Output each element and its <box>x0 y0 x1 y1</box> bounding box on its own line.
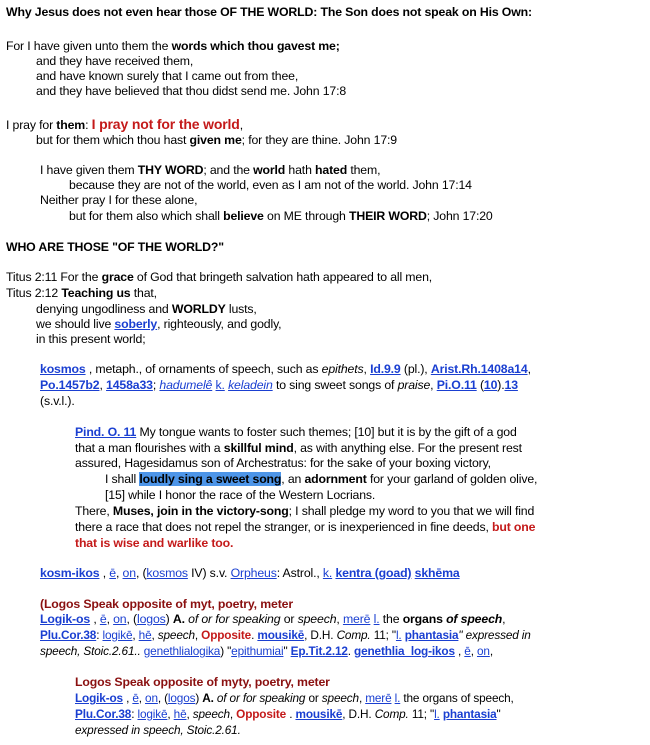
entry-text: , <box>454 644 465 658</box>
emphasis: world <box>253 163 286 177</box>
ref-link[interactable]: k. <box>322 566 333 580</box>
entry-text: or <box>280 612 298 626</box>
entry-text: ) " <box>220 644 232 658</box>
ref-link[interactable]: phantasia <box>442 707 497 721</box>
ref-link[interactable]: keladein <box>228 378 273 392</box>
verse-line <box>36 302 257 317</box>
entry-text: , <box>116 566 123 580</box>
emphasis: of speech <box>442 612 503 626</box>
verse-text: , <box>239 118 243 132</box>
ref-link[interactable]: k. <box>215 378 225 392</box>
section-heading: WHO ARE THOSE "OF THE WORLD?" <box>6 240 224 254</box>
ref-link[interactable]: on <box>122 566 136 580</box>
emphasis: adornment <box>304 472 367 486</box>
entry-text: , <box>122 691 133 705</box>
entry-text: , <box>138 691 146 705</box>
entry-text: , ( <box>135 566 147 580</box>
pindar-link[interactable]: Pind. O. 11 <box>75 425 137 439</box>
entry-text: Comp. <box>336 628 371 642</box>
entry-text: , <box>336 612 343 626</box>
entry-text: , <box>90 612 100 626</box>
ref-link[interactable]: 10 <box>483 378 498 392</box>
ref-link[interactable]: l. <box>434 707 440 721</box>
ref-link[interactable]: on <box>113 612 127 626</box>
entry-text: ( <box>476 378 484 392</box>
ref-link[interactable]: epithumiai <box>231 644 284 658</box>
lexicon-entry-logikos <box>40 612 505 627</box>
entry-text: , <box>358 691 366 705</box>
ref-link[interactable]: ē <box>99 612 107 626</box>
verse-text: : <box>85 118 92 132</box>
ref-link[interactable]: mousikē <box>257 628 305 642</box>
quote-text: ; I shall pledge my word to you that we will find <box>288 504 535 518</box>
quote-text: that a man flourishes with a <box>75 441 224 455</box>
entry-text: , <box>186 707 193 721</box>
soberly-link[interactable]: soberly <box>114 317 158 331</box>
emphasis: them <box>56 118 86 132</box>
verse-text: I have given them <box>40 163 138 177</box>
entry-text: expressed in speech, Stoic.2.61. <box>75 723 241 737</box>
verse-text: ; for they are thine. John 17:9 <box>241 133 397 147</box>
entry-text: , ( <box>157 691 168 705</box>
verse-text: of God that bringeth salvation hath appeared to all men, <box>133 270 433 284</box>
quote-line <box>75 425 517 440</box>
ref-link[interactable]: ē <box>464 644 471 658</box>
entry-text: " <box>283 644 291 658</box>
entry-text: of or for speaking <box>213 691 306 705</box>
ref-link[interactable]: skhēma <box>414 566 460 580</box>
emphasis: WORLDY <box>171 302 226 316</box>
red-emphasis: I pray not for the world <box>91 116 240 132</box>
ref-link[interactable]: l. <box>394 691 401 705</box>
emphasis: hated <box>315 163 348 177</box>
entry-text: . <box>286 707 296 721</box>
emphasis: grace <box>101 270 134 284</box>
entry-text: speech <box>321 691 359 705</box>
entry-text: praise <box>397 378 431 392</box>
ref-link[interactable]: mousikē <box>295 707 343 721</box>
entry-text: speech, Stoic.2.61.. <box>40 644 144 658</box>
entry-text: (pl.), <box>400 362 431 376</box>
entry-text: , <box>527 362 531 376</box>
ref-link[interactable]: Plu.Cor.38 <box>40 628 97 642</box>
ref-link[interactable]: Ep.Tit.2.12 <box>290 644 348 658</box>
ref-link[interactable]: kentra (goad) <box>335 566 412 580</box>
entry-text: the <box>379 612 403 626</box>
verse-text: Titus 2:11 For the <box>6 270 102 284</box>
verse-line: in this present world; <box>36 332 146 346</box>
section-subheading: Logos Speak opposite of myty, poetry, meter <box>75 675 330 689</box>
emphasis: THEIR WORD <box>348 209 427 223</box>
red-emphasis: Opposite <box>236 707 287 721</box>
ref-link[interactable]: logos <box>136 612 166 626</box>
entry-text: IV) s.v. <box>187 566 231 580</box>
ref-link[interactable]: 1458a33 <box>106 378 153 392</box>
entry-text: " <box>496 707 501 721</box>
entry-text: the organs of speech, <box>400 691 514 705</box>
quote-line <box>75 441 522 456</box>
verse-line <box>36 133 397 148</box>
emphasis: believe <box>223 209 264 223</box>
quote-text: there a race that does not repel the stranger, or is inexperienced in fine deeds, <box>75 520 492 534</box>
verse-line: and have known surely that I came out from thee, <box>36 69 299 83</box>
entry-text: , <box>430 378 437 392</box>
ref-link[interactable]: hē <box>173 707 187 721</box>
verse-line <box>69 209 493 224</box>
verse-line: because they are not of the world, even as I am not of the world. John 17:14 <box>69 178 472 192</box>
verse-text: I pray for <box>6 118 57 132</box>
ref-link[interactable]: genethlialogika <box>143 644 221 658</box>
verse-text: , righteously, and godly, <box>157 317 282 331</box>
entry-text: 11; " <box>370 628 396 642</box>
ref-link[interactable]: Plu.Cor.38 <box>75 707 132 721</box>
emphasis: Teaching us <box>61 286 131 300</box>
verse-text: but for them which thou hast <box>36 133 190 147</box>
entry-text: , <box>229 707 237 721</box>
lexicon-entry-logikos <box>75 691 514 706</box>
entry-text: , <box>489 644 493 658</box>
verse-line: and they have believed that thou didst send me. John 17:8 <box>36 84 347 98</box>
verse-text: them, <box>347 163 381 177</box>
entry-text: , <box>99 566 110 580</box>
ref-link[interactable]: l. <box>373 612 380 626</box>
ref-link[interactable]: hē <box>138 628 152 642</box>
entry-text: , D.H. <box>304 628 337 642</box>
verse-text: ; John 17:20 <box>426 209 493 223</box>
verse-line <box>6 286 157 301</box>
entry-text: : <box>96 628 103 642</box>
ref-link[interactable]: l. <box>395 628 402 642</box>
entry-text: 11; " <box>408 707 435 721</box>
entry-text: , <box>167 707 174 721</box>
entry-text: , D.H. <box>342 707 375 721</box>
emphasis: THY WORD <box>137 163 204 177</box>
entry-text: : <box>131 707 138 721</box>
quote-text: for your garland of golden olive, <box>366 472 538 486</box>
entry-text: : Astrol., <box>276 566 323 580</box>
entry-text: , <box>194 628 202 642</box>
verse-text: ; and the <box>203 163 254 177</box>
ref-link[interactable]: Orpheus <box>230 566 277 580</box>
entry-text: ) <box>165 612 173 626</box>
emphasis: A. <box>202 691 214 705</box>
ref-link[interactable]: logos <box>167 691 196 705</box>
entry-text: speech <box>297 612 337 626</box>
entry-text: , <box>151 628 158 642</box>
lexicon-entry-logikos <box>75 707 501 722</box>
entry-text: . <box>347 644 355 658</box>
ref-link[interactable]: Arist.Rh.1408a14 <box>430 362 528 376</box>
verse-line <box>40 163 380 178</box>
verse-text: For I have given unto them the <box>6 39 172 53</box>
quote-text: , as with anything else. For the present rest <box>293 441 522 455</box>
ref-link[interactable]: hadumelê <box>159 378 213 392</box>
entry-text: , <box>363 362 371 376</box>
section-subheading: (Logos Speak opposite of myt, poetry, meter <box>40 597 293 611</box>
logikos-link[interactable]: Logik-os <box>75 691 123 705</box>
entry-text: speech <box>157 628 195 642</box>
page-title: Why Jesus does not even hear those OF THE WORLD: The Son does not speak on His Own: <box>6 5 532 19</box>
ref-link[interactable]: on <box>145 691 158 705</box>
entry-text: ) <box>195 691 203 705</box>
entry-text: , <box>502 612 506 626</box>
verse-text: Titus 2:12 <box>6 286 62 300</box>
verse-line <box>6 270 432 285</box>
ref-link[interactable]: Id.9.9 <box>370 362 401 376</box>
quote-line <box>75 504 534 519</box>
red-emphasis: but one <box>492 520 536 534</box>
entry-text: , <box>106 612 114 626</box>
verse-line <box>36 317 281 332</box>
entry-text: to sing sweet songs of <box>272 378 398 392</box>
quote-line <box>105 472 537 487</box>
ref-link[interactable]: genethlia_log-ikos <box>354 644 455 658</box>
red-emphasis: that is wise and warlike too. <box>75 536 234 550</box>
entry-text: of or for speaking <box>184 612 281 626</box>
lexicon-entry-logikos <box>40 644 493 659</box>
verse-text: lusts, <box>225 302 257 316</box>
entry-text: (s.v.l.). <box>40 394 75 408</box>
emphasis: A. <box>172 612 185 626</box>
quote-text: There, <box>75 504 113 518</box>
lexicon-entry-logikos <box>40 628 531 643</box>
verse-line <box>6 117 243 133</box>
lexicon-entry-kosmos <box>40 362 531 377</box>
lexicon-entry-kosmikos <box>40 566 460 581</box>
ref-link[interactable]: merē <box>342 612 371 626</box>
ref-link[interactable]: Pi.O.11 <box>436 378 477 392</box>
quote-text: I shall <box>105 472 140 486</box>
kosmos-link[interactable]: kosmos <box>40 362 86 376</box>
ref-link[interactable]: Po.1457b2 <box>40 378 100 392</box>
entry-text: epithets <box>321 362 364 376</box>
verse-text: hath <box>285 163 316 177</box>
entry-text: , metaph., of ornaments of speech, such as <box>85 362 322 376</box>
ref-link[interactable]: logikē <box>137 707 168 721</box>
highlighted-text: loudly sing a sweet song <box>139 472 282 486</box>
verse-text: we should live <box>36 317 115 331</box>
emphasis: skillful mind <box>223 441 294 455</box>
entry-text: , <box>470 644 477 658</box>
ref-link[interactable]: 13 <box>504 378 518 392</box>
verse-line: Neither pray I for these alone, <box>40 193 198 207</box>
emphasis: Muses, join in the victory-song <box>112 504 289 518</box>
verse-text: but for them also which shall <box>69 209 224 223</box>
verse-line <box>6 39 340 54</box>
ref-link[interactable]: ē <box>109 566 116 580</box>
entry-text: ; <box>152 378 160 392</box>
entry-text: Comp. <box>374 707 409 721</box>
ref-link[interactable]: ē <box>132 691 139 705</box>
entry-text: , <box>99 378 107 392</box>
quote-line <box>75 520 535 535</box>
entry-text: , ( <box>126 612 137 626</box>
verse-line: and they have received them, <box>36 54 194 68</box>
entry-text: speech <box>192 707 230 721</box>
ref-link[interactable]: merē <box>365 691 392 705</box>
emphasis: given me <box>189 133 242 147</box>
entry-text: . <box>251 628 258 642</box>
ref-link[interactable]: logikē <box>102 628 133 642</box>
emphasis: words which thou gavest me; <box>171 39 340 53</box>
verse-text: denying ungodliness and <box>36 302 172 316</box>
red-emphasis: Opposite <box>201 628 252 642</box>
verse-text: that, <box>130 286 157 300</box>
quote-line: assured, Hagesidamus son of Archestratus: for the sake of your boxing victory, <box>75 456 491 470</box>
quote-line: [15] while I honor the race of the Western Locrians. <box>105 488 376 502</box>
quote-text: My tongue wants to foster such themes; [10] but it is by the gift of a god <box>136 425 517 439</box>
kosmikos-link[interactable]: kosm-ikos <box>40 566 100 580</box>
ref-link[interactable]: on <box>476 644 490 658</box>
entry-text: or <box>305 691 322 705</box>
entry-text: ). <box>497 378 505 392</box>
ref-link[interactable]: phantasia <box>404 628 459 642</box>
logikos-link[interactable]: Logik-os <box>40 612 91 626</box>
entry-text: , <box>132 628 139 642</box>
lexicon-entry-kosmos <box>40 378 518 393</box>
entry-text: " expressed in <box>458 628 531 642</box>
ref-link[interactable]: kosmos <box>146 566 188 580</box>
verse-text: on ME through <box>263 209 349 223</box>
quote-text: , an <box>281 472 305 486</box>
emphasis: organs <box>402 612 443 626</box>
